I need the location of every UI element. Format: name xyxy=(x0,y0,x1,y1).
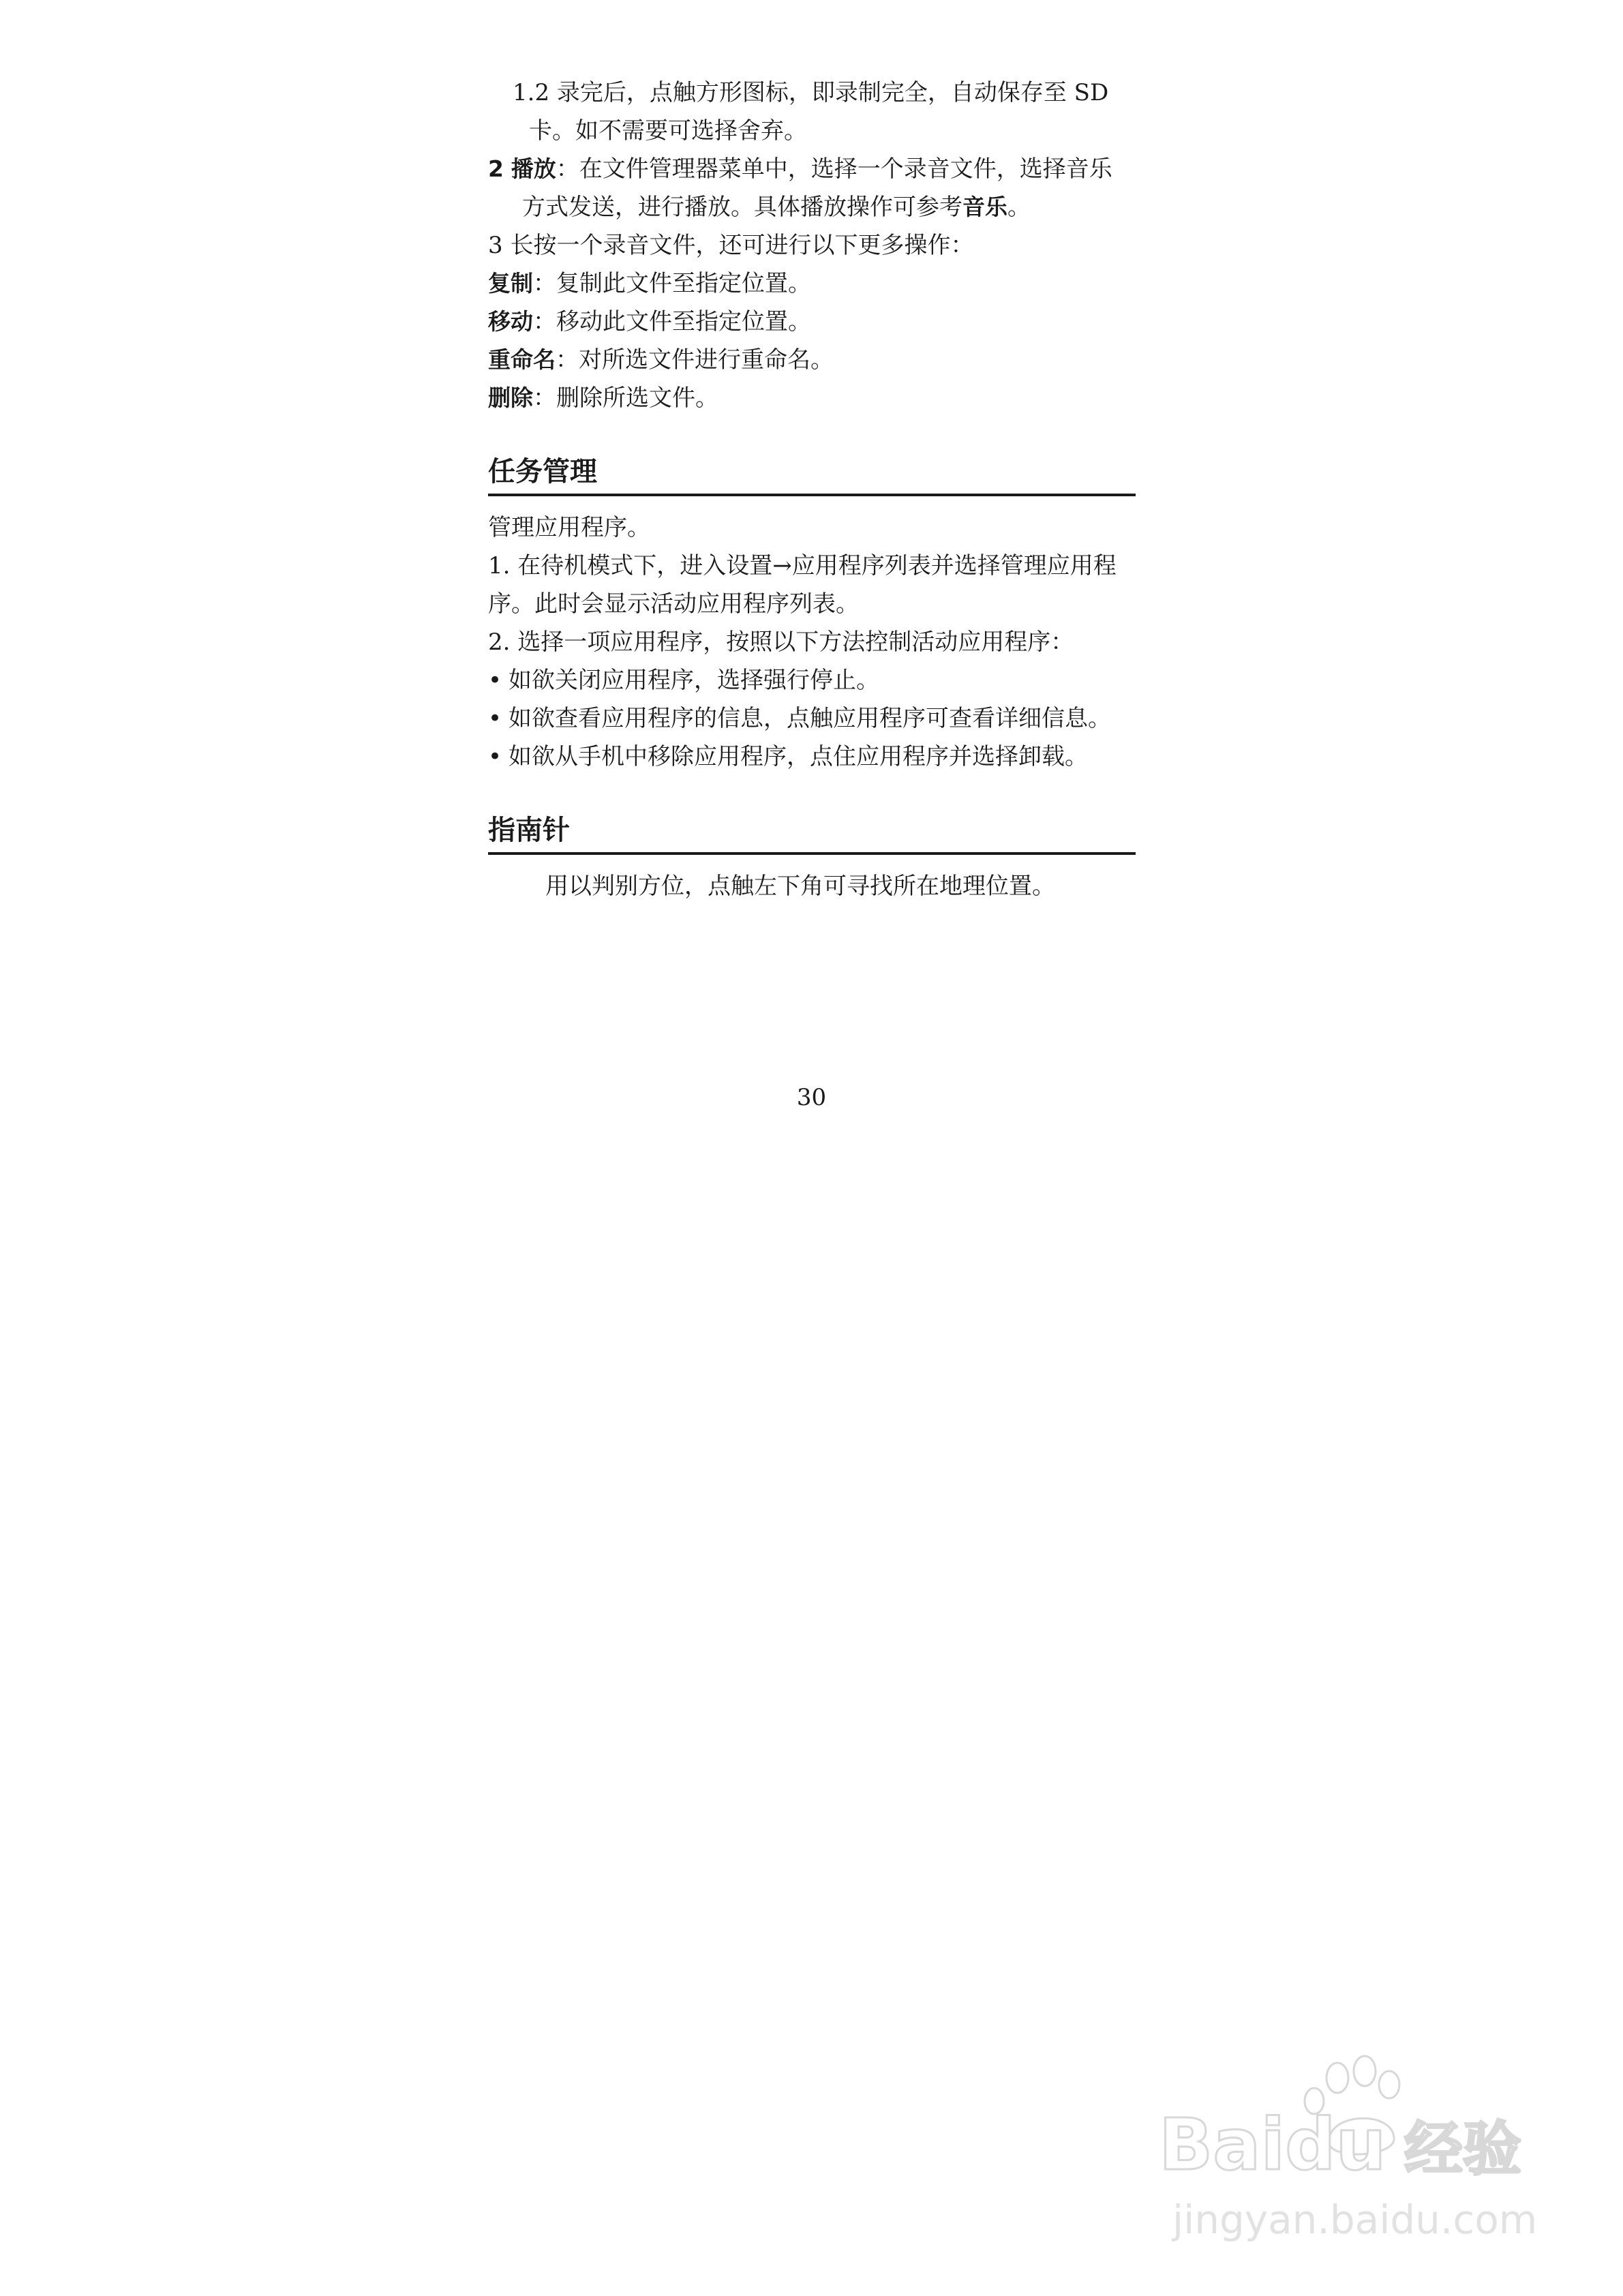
bullet-glyph: • xyxy=(488,743,502,770)
recording-step-3: 3 长按一个录音文件，还可进行以下更多操作： xyxy=(488,232,974,259)
bullet-text: 如欲关闭应用程序，选择强行停止。 xyxy=(509,667,879,694)
bullet-text: 如欲从手机中移除应用程序，点住应用程序并选择卸载。 xyxy=(509,743,1088,770)
bullet-glyph: • xyxy=(488,705,502,732)
op-rename-text: ：对所选文件进行重命名。 xyxy=(556,346,834,374)
op-delete-text: ：删除所选文件。 xyxy=(533,384,718,412)
op-rename-label: 重命名 xyxy=(488,346,556,373)
op-copy-text: ：复制此文件至指定位置。 xyxy=(533,270,811,297)
op-move-text: ：移动此文件至指定位置。 xyxy=(533,308,811,335)
recording-step-2-line-1 xyxy=(488,150,1149,188)
step-2-text-end: 。 xyxy=(1007,194,1031,221)
recording-step-1-2-line-2 xyxy=(488,112,1149,150)
op-delete-label: 删除 xyxy=(488,384,533,411)
bullet-text: 如欲查看应用程序的信息，点触应用程序可查看详细信息。 xyxy=(509,705,1111,732)
compass-text: 用以判别方位，点触左下角可寻找所在地理位置。 xyxy=(545,873,1055,900)
task-step-1-line-2: 序。此时会显示活动应用程序列表。 xyxy=(488,590,859,618)
step-2-label: 播放 xyxy=(511,155,556,182)
recording-step-1-2-text: 卡。如不需要可选择舍弃。 xyxy=(529,117,807,145)
list-item xyxy=(488,738,1149,776)
list-item xyxy=(488,661,1149,699)
task-step-1-line-1: 1. 在待机模式下，进入设置→应用程序列表并选择管理应用程 xyxy=(488,552,1117,579)
recording-step-2-line-2 xyxy=(488,188,1149,226)
document-page xyxy=(488,74,1149,905)
compass-heading: 指南针 xyxy=(488,811,1136,855)
list-item xyxy=(488,699,1149,738)
baidu-watermark-logo xyxy=(1159,2045,1581,2277)
op-copy xyxy=(488,265,1149,303)
task-intro: 管理应用程序。 xyxy=(488,514,650,541)
bullet-glyph: • xyxy=(488,667,502,694)
op-delete xyxy=(488,379,1149,417)
page-number: 30 xyxy=(796,1084,827,1111)
watermark-brand: Baidu xyxy=(1159,2103,1386,2186)
step-2-text: ：在文件管理器菜单中，选择一个录音文件，选择音乐 xyxy=(556,155,1112,183)
watermark-url: jingyan.baidu.com xyxy=(1172,2196,1538,2243)
step-2-text-cont: 方式发送，进行播放。具体播放操作可参考 xyxy=(522,194,962,221)
task-step-2: 2. 选择一项应用程序，按照以下方法控制活动应用程序： xyxy=(488,629,1074,656)
op-copy-label: 复制 xyxy=(488,270,533,297)
watermark-suffix: 经验 xyxy=(1404,2115,1521,2184)
op-move-label: 移动 xyxy=(488,308,533,335)
music-reference: 音乐 xyxy=(962,194,1007,220)
op-move xyxy=(488,303,1149,341)
task-manager-heading: 任务管理 xyxy=(488,453,1136,496)
step-2-number: 2 xyxy=(488,155,504,182)
recording-step-1-2-line-1: 1.2 录完后，点触方形图标，即录制完全，自动保存至 SD xyxy=(513,79,1109,106)
op-rename xyxy=(488,341,1149,379)
